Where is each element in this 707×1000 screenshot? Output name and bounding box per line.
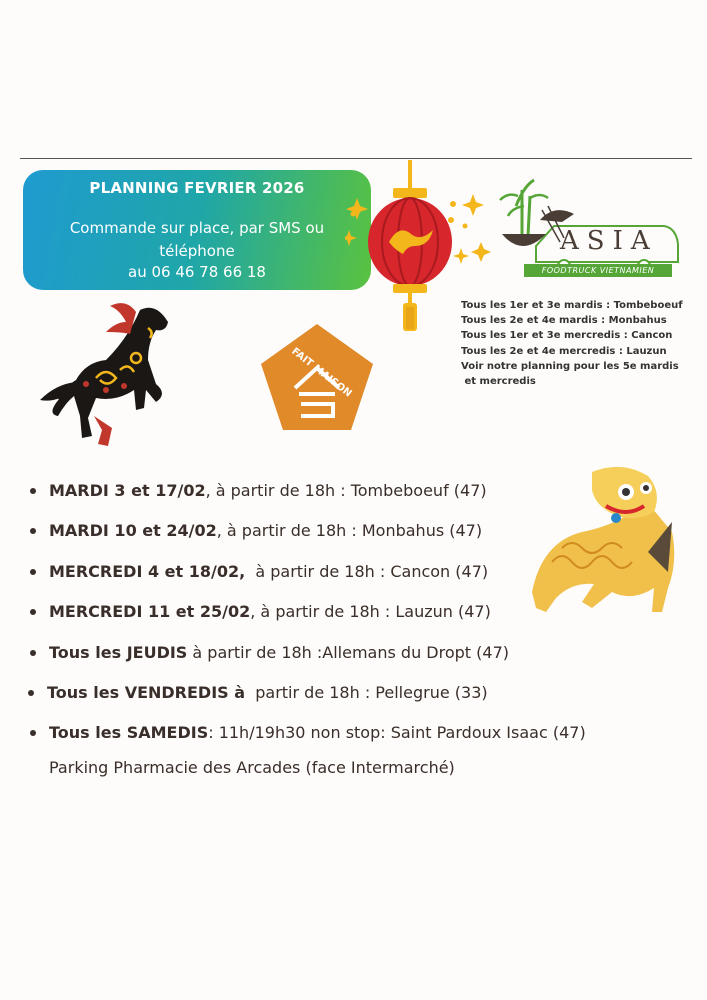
item-day: Tous les VENDREDIS à xyxy=(47,682,246,702)
schedule-line: Tous les 1er et 3e mercredis : Cancon xyxy=(461,330,673,342)
item-details: , à partir de 18h : Tombeboeuf (47) xyxy=(205,481,487,500)
lion-dance-icon xyxy=(522,462,694,634)
banner-title: PLANNING FEVRIER 2026 xyxy=(89,179,305,197)
schedule-line: Tous les 2e et 4e mardis : Monbahus xyxy=(461,315,667,327)
banner-phone-label: téléphone xyxy=(159,242,235,260)
item-day: Tous les SAMEDIS xyxy=(49,723,209,743)
divider-line xyxy=(20,158,692,159)
banner-phone-number: au 06 46 78 66 18 xyxy=(128,263,266,281)
bullet xyxy=(30,650,36,656)
fait-maison-label: FAIT MAISON xyxy=(289,346,354,400)
parking-note: Parking Pharmacie des Arcades (face Intermarché) xyxy=(49,758,455,777)
bullet xyxy=(30,569,36,575)
logo-subtitle: FOODTRUCK VIETNAMIEN xyxy=(524,264,672,277)
schedule-line: Tous les 1er et 3e mardis : Tombeboeuf xyxy=(461,300,683,311)
recurring-schedule xyxy=(461,298,683,389)
item-details: : 11h/19h30 non stop: Saint Pardoux Isaac (47) xyxy=(208,723,586,743)
banner-order-line: Commande sur place, par SMS ou xyxy=(69,219,325,237)
item-day: MARDI 10 et 24/02 xyxy=(49,521,217,541)
item-details: , à partir de 18h : Lauzun (47) xyxy=(250,602,491,622)
bullet xyxy=(30,609,36,615)
item-details: partir de 18h : Pellegrue (33) xyxy=(245,682,488,702)
item-day: MERCREDI 11 et 25/02 xyxy=(49,602,251,622)
zodiac-horse-icon xyxy=(36,298,176,450)
logo-brand-name: ASIA xyxy=(560,226,658,256)
item-day: MERCREDI 4 et 18/02, xyxy=(49,561,246,581)
item-day: MARDI 3 et 17/02 xyxy=(49,481,206,500)
item-day: Tous les JEUDIS xyxy=(49,642,188,662)
planning-banner xyxy=(23,170,371,290)
bullet xyxy=(30,730,36,736)
schedule-line: Tous les 2e et 4e mercredis : Lauzun xyxy=(461,345,667,357)
bullet xyxy=(30,488,36,494)
bullet xyxy=(30,528,36,534)
bullet xyxy=(28,690,34,696)
item-details: , à partir de 18h : Monbahus (47) xyxy=(216,521,483,541)
schedule-line: et mercredis xyxy=(461,376,536,388)
schedule-line: Voir notre planning pour les 5e mardis xyxy=(461,360,679,372)
item-details: à partir de 18h : Cancon (47) xyxy=(245,561,489,581)
item-details: à partir de 18h :Allemans du Dropt (47) xyxy=(187,642,509,662)
